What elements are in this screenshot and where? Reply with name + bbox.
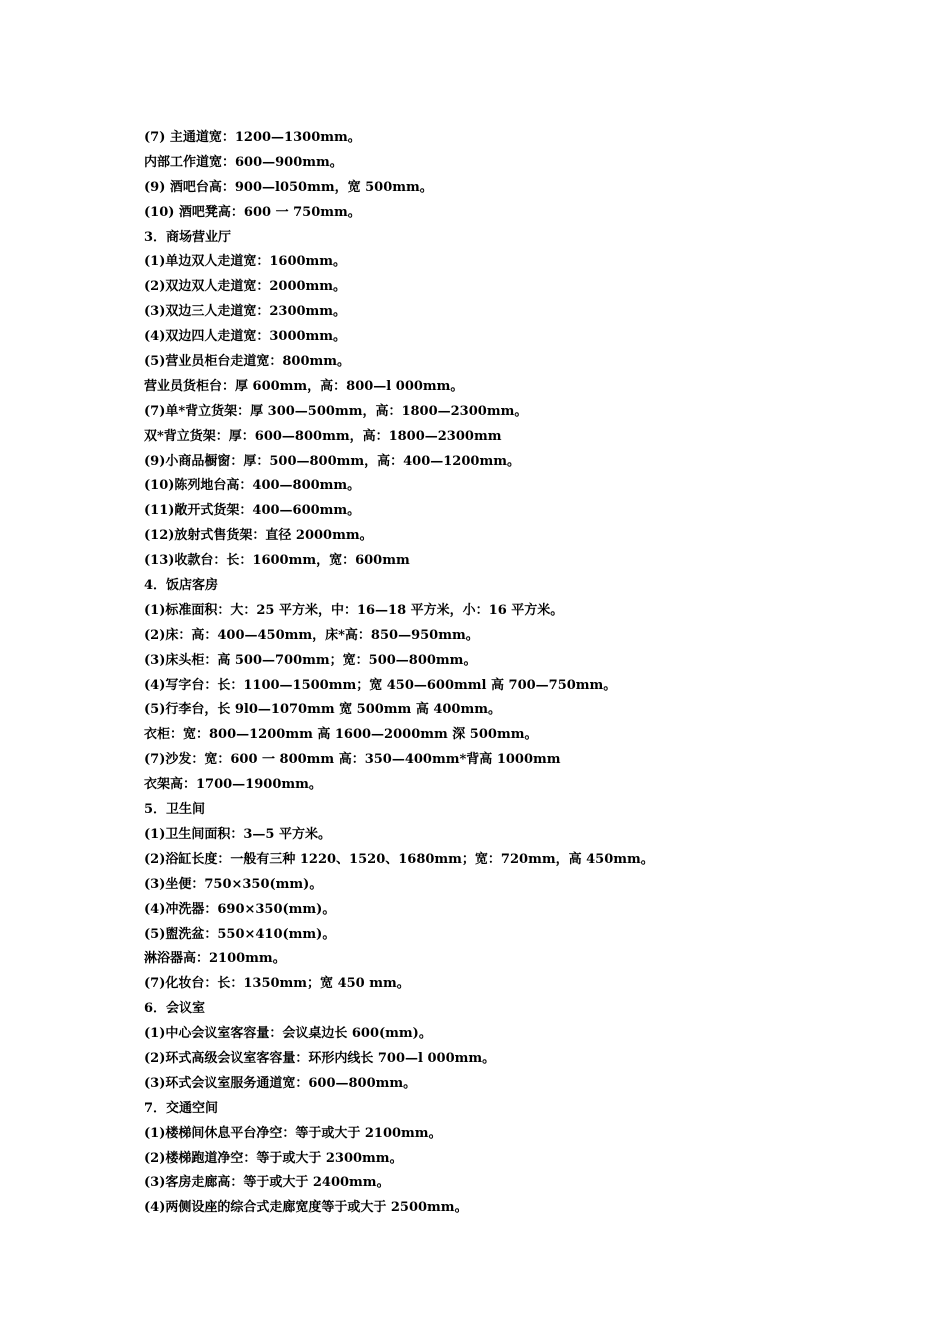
document-body — [144, 126, 864, 1221]
text-line: (1)楼梯间休息平台净空：等于或大于 2100mm。 — [144, 1125, 442, 1141]
section-heading: 6．会议室 — [144, 1001, 206, 1017]
text-line: (9) 酒吧台高：900—l050mm，宽 500mm。 — [144, 179, 433, 195]
text-line: (7)沙发：宽：600 一 800mm 高：350—400mm*背高 1000mm — [144, 752, 561, 768]
text-line: 内部工作道宽：600—900mm。 — [144, 154, 343, 170]
text-line: (5)营业员柜台走道宽：800mm。 — [144, 354, 350, 370]
text-line: (10)陈列地台高：400—800mm。 — [144, 478, 361, 494]
text-line: (7)化妆台：长：1350mm；宽 450 mm。 — [144, 976, 410, 992]
text-line: (5)行李台，长 9l0—1070mm 宽 500mm 高 400mm。 — [144, 702, 501, 718]
section-heading: 4．饭店客房 — [144, 578, 219, 594]
text-line: 淋浴器高：2100mm。 — [144, 951, 286, 967]
text-line: (4)双边四人走道宽：3000mm。 — [144, 329, 347, 345]
text-line: (1)中心会议室客容量：会议桌边长 600(mm)。 — [144, 1026, 432, 1042]
text-line: (10) 酒吧凳高：600 一 750mm。 — [144, 204, 361, 220]
section-heading: 3．商场营业厅 — [144, 229, 232, 245]
text-line: (9)小商品橱窗：厚：500—800mm，高：400—1200mm。 — [144, 453, 520, 469]
text-line: (3)双边三人走道宽：2300mm。 — [144, 304, 347, 320]
text-line: 双*背立货架：厚：600—800mm，高：1800—2300mm — [144, 428, 502, 444]
text-line: (3)床头柜：高 500—700mm；宽：500—800mm。 — [144, 652, 477, 668]
text-line: (4)两侧设座的综合式走廊宽度等于或大于 2500mm。 — [144, 1200, 468, 1216]
text-line: (2)浴缸长度：一般有三种 1220、1520、1680mm；宽：720mm，高 450mm。 — [144, 851, 654, 867]
text-line: (12)放射式售货架：直径 2000mm。 — [144, 528, 373, 544]
text-line: (7)单*背立货架：厚 300—500mm，高：1800—2300mm。 — [144, 403, 528, 419]
text-line: (1)单边双人走道宽：1600mm。 — [144, 254, 347, 270]
text-line: (5)盥洗盆：550×410(mm)。 — [144, 926, 336, 942]
text-line: (2)环式高级会议室客容量：环形内线长 700—l 000mm。 — [144, 1050, 496, 1066]
text-line: (11)敞开式货架：400—600mm。 — [144, 503, 361, 519]
text-line: (4)写字台：长：1100—1500mm；宽 450—600mml 高 700—750mm。 — [144, 677, 617, 693]
text-line: (3)客房走廊高：等于或大于 2400mm。 — [144, 1175, 390, 1191]
text-line: (2)楼梯跑道净空：等于或大于 2300mm。 — [144, 1150, 403, 1166]
text-line: (1)卫生间面积：3—5 平方米。 — [144, 826, 331, 842]
text-line: (7) 主通道宽：1200—1300mm。 — [144, 130, 361, 145]
text-line: 衣柜：宽：800—1200mm 高 1600—2000mm 深 500mm。 — [144, 727, 538, 743]
text-line: (2)双边双人走道宽：2000mm。 — [144, 279, 347, 295]
section-heading: 7．交通空间 — [144, 1100, 219, 1116]
text-line: (3)坐便：750×350(mm)。 — [144, 876, 323, 892]
text-line: (3)环式会议室服务通道宽：600—800mm。 — [144, 1075, 417, 1091]
text-line: (2)床：高：400—450mm，床*高：850—950mm。 — [144, 627, 479, 643]
text-line: 衣架高：1700—1900mm。 — [144, 777, 322, 793]
section-heading: 5．卫生间 — [144, 802, 206, 818]
text-line: (13)收款台：长：1600mm，宽：600mm — [144, 553, 410, 569]
text-line: 营业员货柜台：厚 600mm，高：800—l 000mm。 — [144, 378, 464, 394]
text-line: (1)标准面积：大：25 平方米，中：16—18 平方米，小：16 平方米。 — [144, 602, 564, 618]
text-line: (4)冲洗器：690×350(mm)。 — [144, 901, 336, 917]
